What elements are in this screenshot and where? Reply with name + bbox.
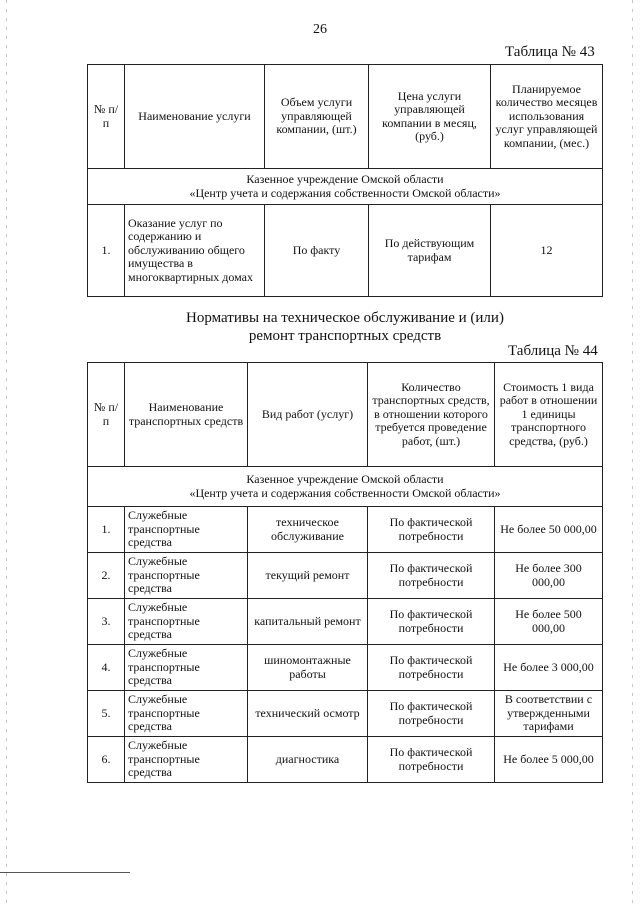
work-type: капитальный ремонт: [248, 599, 368, 645]
table-43: [87, 64, 603, 297]
vehicle-name: Служебные транспортные средства: [125, 553, 248, 599]
table-44: [87, 362, 603, 783]
table-44-org-row: [88, 467, 603, 507]
organization-cell: [88, 467, 603, 507]
work-type: диагностика: [248, 737, 368, 783]
work-cost: Не более 5 000,00: [495, 737, 603, 783]
scan-seam-right: [632, 0, 633, 905]
table-row: [88, 737, 603, 783]
table-row: [88, 599, 603, 645]
table-row: [88, 553, 603, 599]
table-row: [88, 205, 603, 297]
table-44-caption: Таблица № 44: [508, 343, 598, 359]
work-type: технический осмотр: [248, 691, 368, 737]
organization-line-2: «Центр учета и содержания собственности Омской области»: [189, 485, 501, 500]
table-row: [88, 645, 603, 691]
organization-line-2: «Центр учета и содержания собственности Омской области»: [189, 185, 501, 200]
work-type: техническое обслуживание: [248, 507, 368, 553]
vehicle-quantity: По фактической потребности: [368, 553, 495, 599]
vehicle-quantity: По фактической потребности: [368, 645, 495, 691]
header-service-price: Цена услуги управляющей компании в месяц, (руб.): [369, 65, 491, 169]
row-number: 4.: [88, 645, 125, 691]
work-type: текущий ремонт: [248, 553, 368, 599]
header-number: № п/п: [88, 363, 125, 467]
work-cost: Не более 50 000,00: [495, 507, 603, 553]
bottom-rule: [0, 872, 130, 873]
header-vehicle-quantity: Количество транспортных средств, в отношении которого требуется проведение работ, (шт.): [368, 363, 495, 467]
header-service-volume: Объем услуги управляющей компании, (шт.): [265, 65, 369, 169]
service-price: По действующим тарифам: [369, 205, 491, 297]
header-service-name: Наименование услуги: [125, 65, 265, 169]
vehicle-name: Служебные транспортные средства: [125, 507, 248, 553]
section-title-line-1: Нормативы на техническое обслуживание и (или): [186, 310, 504, 326]
section-title: [160, 309, 530, 345]
row-number: 2.: [88, 553, 125, 599]
header-work-type: Вид работ (услуг): [248, 363, 368, 467]
organization-line-1: Казенное учреждение Омской области: [246, 172, 444, 186]
table-44-header-row: [88, 363, 603, 467]
table-row: [88, 691, 603, 737]
header-number: № п/п: [88, 65, 125, 169]
work-cost: Не более 500 000,00: [495, 599, 603, 645]
service-volume: По факту: [265, 205, 369, 297]
vehicle-quantity: По фактической потребности: [368, 599, 495, 645]
header-vehicle-name: Наименование транспортных средств: [125, 363, 248, 467]
vehicle-quantity: По фактической потребности: [368, 691, 495, 737]
work-type: шиномонтажные работы: [248, 645, 368, 691]
table-43-caption: Таблица № 43: [505, 44, 595, 60]
vehicle-name: Служебные транспортные средства: [125, 691, 248, 737]
vehicle-name: Служебные транспортные средства: [125, 599, 248, 645]
page-number: 26: [313, 22, 327, 37]
row-number: 6.: [88, 737, 125, 783]
organization-cell: [88, 169, 603, 205]
table-row: [88, 507, 603, 553]
work-cost: Не более 3 000,00: [495, 645, 603, 691]
table-43-header-row: [88, 65, 603, 169]
work-cost: В соответствии с утвержденными тарифами: [495, 691, 603, 737]
row-number: 5.: [88, 691, 125, 737]
section-title-line-2: ремонт транспортных средств: [248, 328, 442, 344]
vehicle-name: Служебные транспортные средства: [125, 645, 248, 691]
planned-months: 12: [491, 205, 603, 297]
service-name: Оказание услуг по содержанию и обслуживанию общего имущества в многоквартирных домах: [125, 205, 265, 297]
vehicle-quantity: По фактической потребности: [368, 737, 495, 783]
organization-line-1: Казенное учреждение Омской области: [246, 472, 444, 486]
work-cost: Не более 300 000,00: [495, 553, 603, 599]
header-planned-months: Планируемое количество месяцев использования услуг управляющей компании, (мес.): [491, 65, 603, 169]
vehicle-name: Служебные транспортные средства: [125, 737, 248, 783]
row-number: 1.: [88, 205, 125, 297]
vehicle-quantity: По фактической потребности: [368, 507, 495, 553]
scan-seam-left: [6, 0, 7, 905]
header-work-cost: Стоимость 1 вида работ в отношении 1 единицы транспортного средства, (руб.): [495, 363, 603, 467]
table-43-org-row: [88, 169, 603, 205]
row-number: 1.: [88, 507, 125, 553]
row-number: 3.: [88, 599, 125, 645]
